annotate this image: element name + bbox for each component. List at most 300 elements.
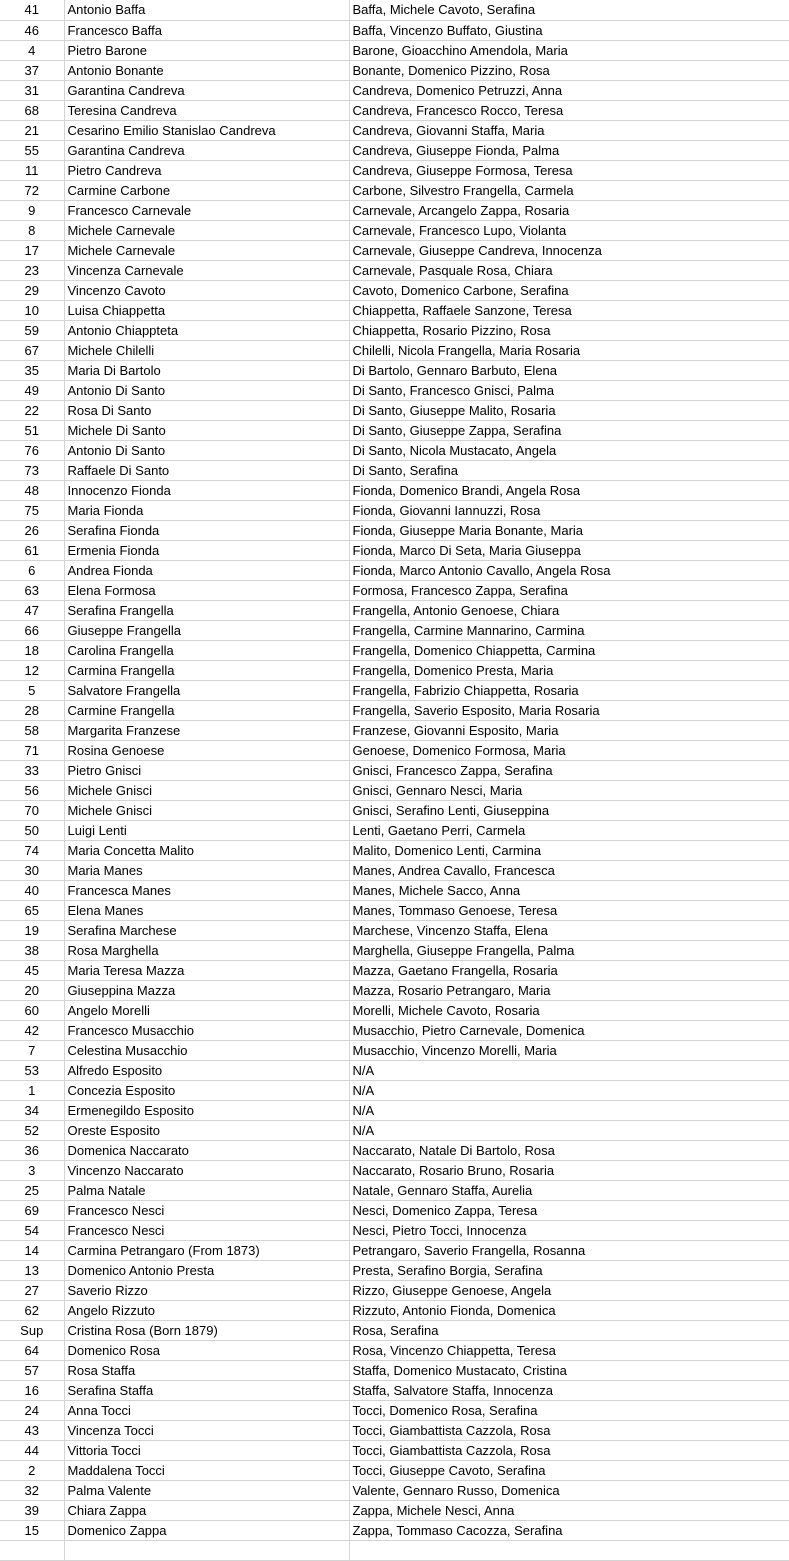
cell-parents[interactable]: Chilelli, Nicola Frangella, Maria Rosaria — [349, 340, 789, 360]
cell-number[interactable]: 48 — [0, 480, 64, 500]
cell-name[interactable]: Antonio Di Santo — [64, 380, 349, 400]
cell-name[interactable]: Francesco Carnevale — [64, 200, 349, 220]
table-row — [0, 1140, 789, 1160]
cell-number[interactable]: 11 — [0, 160, 64, 180]
cell-number[interactable]: 52 — [0, 1120, 64, 1140]
cell-name[interactable]: Serafina Staffa — [64, 1380, 349, 1400]
cell-name[interactable]: Giuseppina Mazza — [64, 980, 349, 1000]
cell-name[interactable]: Francesco Baffa — [64, 20, 349, 40]
cell-number[interactable] — [0, 1540, 64, 1560]
cell-name[interactable]: Francesco Musacchio — [64, 1020, 349, 1040]
cell-number[interactable]: 30 — [0, 860, 64, 880]
cell-number[interactable]: 69 — [0, 1200, 64, 1220]
cell-number[interactable]: 28 — [0, 700, 64, 720]
table-row — [0, 920, 789, 940]
cell-parents[interactable]: N/A — [349, 1060, 789, 1080]
cell-name[interactable]: Serafina Fionda — [64, 520, 349, 540]
cell-number[interactable]: 31 — [0, 80, 64, 100]
table-row — [0, 440, 789, 460]
cell-parents[interactable]: Di Santo, Giuseppe Zappa, Serafina — [349, 420, 789, 440]
cell-parents[interactable]: Staffa, Domenico Mustacato, Cristina — [349, 1360, 789, 1380]
cell-number[interactable]: 33 — [0, 760, 64, 780]
cell-parents[interactable]: Frangella, Saverio Esposito, Maria Rosaria — [349, 700, 789, 720]
table-row — [0, 380, 789, 400]
cell-parents[interactable]: Frangella, Fabrizio Chiappetta, Rosaria — [349, 680, 789, 700]
table-row — [0, 880, 789, 900]
table-row — [0, 560, 789, 580]
cell-number[interactable]: 60 — [0, 1000, 64, 1020]
cell-parents[interactable]: Carbone, Silvestro Frangella, Carmela — [349, 180, 789, 200]
cell-name[interactable]: Luigi Lenti — [64, 820, 349, 840]
cell-parents[interactable]: Frangella, Carmine Mannarino, Carmina — [349, 620, 789, 640]
cell-name[interactable]: Innocenzo Fionda — [64, 480, 349, 500]
table-row — [0, 20, 789, 40]
cell-name[interactable]: Carolina Frangella — [64, 640, 349, 660]
cell-number[interactable]: 73 — [0, 460, 64, 480]
table-row — [0, 1060, 789, 1080]
cell-parents[interactable] — [349, 1540, 789, 1560]
cell-number[interactable]: 16 — [0, 1380, 64, 1400]
cell-name[interactable]: Celestina Musacchio — [64, 1040, 349, 1060]
cell-parents[interactable]: N/A — [349, 1080, 789, 1100]
cell-name[interactable]: Teresina Candreva — [64, 100, 349, 120]
cell-number[interactable]: 13 — [0, 1260, 64, 1280]
cell-parents[interactable]: Zappa, Tommaso Cacozza, Serafina — [349, 1520, 789, 1540]
cell-parents[interactable]: Chiappetta, Raffaele Sanzone, Teresa — [349, 300, 789, 320]
cell-number[interactable]: 37 — [0, 60, 64, 80]
cell-parents[interactable]: Rizzo, Giuseppe Genoese, Angela — [349, 1280, 789, 1300]
cell-number[interactable]: 70 — [0, 800, 64, 820]
cell-name[interactable]: Rosa Staffa — [64, 1360, 349, 1380]
cell-name[interactable]: Cesarino Emilio Stanislao Candreva — [64, 120, 349, 140]
cell-number[interactable]: 8 — [0, 220, 64, 240]
cell-number[interactable]: 9 — [0, 200, 64, 220]
table-row — [0, 220, 789, 240]
cell-parents[interactable]: N/A — [349, 1120, 789, 1140]
cell-number[interactable]: 72 — [0, 180, 64, 200]
cell-name[interactable]: Chiara Zappa — [64, 1500, 349, 1520]
cell-number[interactable]: 15 — [0, 1520, 64, 1540]
cell-name[interactable]: Antonio Bonante — [64, 60, 349, 80]
cell-name[interactable]: Ermenegildo Esposito — [64, 1100, 349, 1120]
cell-parents[interactable]: Baffa, Michele Cavoto, Serafina — [349, 0, 789, 20]
cell-name[interactable]: Raffaele Di Santo — [64, 460, 349, 480]
cell-parents[interactable]: Rizzuto, Antonio Fionda, Domenica — [349, 1300, 789, 1320]
cell-parents[interactable]: Di Santo, Giuseppe Malito, Rosaria — [349, 400, 789, 420]
table-row — [0, 680, 789, 700]
cell-parents[interactable]: Tocci, Giambattista Cazzola, Rosa — [349, 1440, 789, 1460]
cell-number[interactable]: 12 — [0, 660, 64, 680]
cell-number[interactable]: 67 — [0, 340, 64, 360]
cell-name[interactable]: Angelo Morelli — [64, 1000, 349, 1020]
cell-parents[interactable]: Malito, Domenico Lenti, Carmina — [349, 840, 789, 860]
table-row — [0, 1260, 789, 1280]
cell-name[interactable]: Michele Chilelli — [64, 340, 349, 360]
cell-parents[interactable]: Frangella, Domenico Presta, Maria — [349, 660, 789, 680]
cell-parents[interactable]: Gnisci, Serafino Lenti, Giuseppina — [349, 800, 789, 820]
cell-parents[interactable]: Fionda, Marco Di Seta, Maria Giuseppa — [349, 540, 789, 560]
table-row — [0, 280, 789, 300]
cell-name[interactable]: Michele Gnisci — [64, 780, 349, 800]
cell-parents[interactable]: Petrangaro, Saverio Frangella, Rosanna — [349, 1240, 789, 1260]
table-row — [0, 160, 789, 180]
cell-parents[interactable]: Frangella, Domenico Chiappetta, Carmina — [349, 640, 789, 660]
cell-parents[interactable]: N/A — [349, 1100, 789, 1120]
table-row — [0, 720, 789, 740]
cell-parents[interactable]: Naccarato, Natale Di Bartolo, Rosa — [349, 1140, 789, 1160]
cell-name[interactable]: Serafina Frangella — [64, 600, 349, 620]
cell-name[interactable]: Pietro Gnisci — [64, 760, 349, 780]
table-row — [0, 1400, 789, 1420]
cell-name[interactable]: Michele Gnisci — [64, 800, 349, 820]
cell-name[interactable]: Maria Fionda — [64, 500, 349, 520]
cell-name[interactable]: Oreste Esposito — [64, 1120, 349, 1140]
table-row — [0, 740, 789, 760]
cell-parents[interactable]: Baffa, Vincenzo Buffato, Giustina — [349, 20, 789, 40]
cell-name[interactable]: Antonio Baffa — [64, 0, 349, 20]
cell-number[interactable]: 42 — [0, 1020, 64, 1040]
cell-number[interactable]: 5 — [0, 680, 64, 700]
cell-number[interactable]: 44 — [0, 1440, 64, 1460]
table-row — [0, 1380, 789, 1400]
cell-name[interactable]: Garantina Candreva — [64, 140, 349, 160]
cell-parents[interactable]: Frangella, Antonio Genoese, Chiara — [349, 600, 789, 620]
cell-name[interactable]: Domenica Naccarato — [64, 1140, 349, 1160]
cell-name[interactable]: Margarita Franzese — [64, 720, 349, 740]
table-row — [0, 1200, 789, 1220]
table-row — [0, 1280, 789, 1300]
cell-parents[interactable]: Rosa, Serafina — [349, 1320, 789, 1340]
cell-parents[interactable]: Tocci, Giuseppe Cavoto, Serafina — [349, 1460, 789, 1480]
cell-name[interactable]: Garantina Candreva — [64, 80, 349, 100]
table-row — [0, 1440, 789, 1460]
cell-number[interactable]: 46 — [0, 20, 64, 40]
cell-name[interactable]: Vittoria Tocci — [64, 1440, 349, 1460]
cell-number[interactable]: 17 — [0, 240, 64, 260]
table-row — [0, 580, 789, 600]
cell-name[interactable]: Giuseppe Frangella — [64, 620, 349, 640]
table-row — [0, 900, 789, 920]
cell-number[interactable]: 36 — [0, 1140, 64, 1160]
cell-parents[interactable]: Cavoto, Domenico Carbone, Serafina — [349, 280, 789, 300]
cell-name[interactable]: Saverio Rizzo — [64, 1280, 349, 1300]
table-row — [0, 840, 789, 860]
table-row — [0, 300, 789, 320]
cell-parents[interactable]: Fionda, Giuseppe Maria Bonante, Maria — [349, 520, 789, 540]
cell-parents[interactable]: Marghella, Giuseppe Frangella, Palma — [349, 940, 789, 960]
cell-number[interactable]: 45 — [0, 960, 64, 980]
cell-name[interactable] — [64, 1540, 349, 1560]
cell-parents[interactable]: Gnisci, Gennaro Nesci, Maria — [349, 780, 789, 800]
table-row — [0, 1040, 789, 1060]
cell-parents[interactable]: Formosa, Francesco Zappa, Serafina — [349, 580, 789, 600]
cell-name[interactable]: Elena Formosa — [64, 580, 349, 600]
table-row — [0, 1000, 789, 1020]
table-row — [0, 1320, 789, 1340]
cell-parents[interactable]: Gnisci, Francesco Zappa, Serafina — [349, 760, 789, 780]
cell-parents[interactable]: Candreva, Giuseppe Fionda, Palma — [349, 140, 789, 160]
table-row — [0, 40, 789, 60]
table-row — [0, 1460, 789, 1480]
cell-number[interactable]: 65 — [0, 900, 64, 920]
cell-parents[interactable]: Carnevale, Giuseppe Candreva, Innocenza — [349, 240, 789, 260]
table-row — [0, 320, 789, 340]
cell-number[interactable]: 27 — [0, 1280, 64, 1300]
table-row — [0, 420, 789, 440]
cell-parents[interactable]: Bonante, Domenico Pizzino, Rosa — [349, 60, 789, 80]
cell-number[interactable]: 32 — [0, 1480, 64, 1500]
cell-number[interactable]: 39 — [0, 1500, 64, 1520]
table-row — [0, 640, 789, 660]
cell-parents[interactable]: Di Santo, Serafina — [349, 460, 789, 480]
table-row — [0, 180, 789, 200]
table-row — [0, 700, 789, 720]
cell-number[interactable]: 7 — [0, 1040, 64, 1060]
cell-name[interactable]: Rosina Genoese — [64, 740, 349, 760]
cell-name[interactable]: Vincenza Carnevale — [64, 260, 349, 280]
table-row — [0, 260, 789, 280]
cell-name[interactable]: Francesco Nesci — [64, 1220, 349, 1240]
table-row — [0, 80, 789, 100]
cell-number[interactable]: 53 — [0, 1060, 64, 1080]
table-row — [0, 1180, 789, 1200]
table-row — [0, 1540, 789, 1560]
table-row — [0, 1360, 789, 1380]
cell-number[interactable]: 75 — [0, 500, 64, 520]
cell-number[interactable]: 1 — [0, 1080, 64, 1100]
cell-number[interactable]: 22 — [0, 400, 64, 420]
cell-number[interactable]: 24 — [0, 1400, 64, 1420]
cell-number[interactable]: 47 — [0, 600, 64, 620]
cell-parents[interactable]: Candreva, Francesco Rocco, Teresa — [349, 100, 789, 120]
cell-number[interactable]: 56 — [0, 780, 64, 800]
cell-name[interactable]: Michele Carnevale — [64, 240, 349, 260]
table-row — [0, 240, 789, 260]
cell-number[interactable]: 4 — [0, 40, 64, 60]
cell-number[interactable]: 2 — [0, 1460, 64, 1480]
cell-name[interactable]: Cristina Rosa (Born 1879) — [64, 1320, 349, 1340]
cell-number[interactable]: 35 — [0, 360, 64, 380]
table-row — [0, 620, 789, 640]
cell-name[interactable]: Maria Manes — [64, 860, 349, 880]
cell-name[interactable]: Elena Manes — [64, 900, 349, 920]
cell-parents[interactable]: Morelli, Michele Cavoto, Rosaria — [349, 1000, 789, 1020]
table-row — [0, 1240, 789, 1260]
table-row — [0, 1160, 789, 1180]
cell-number[interactable]: 66 — [0, 620, 64, 640]
cell-name[interactable]: Ermenia Fionda — [64, 540, 349, 560]
cell-number[interactable]: 74 — [0, 840, 64, 860]
table-row — [0, 1340, 789, 1360]
cell-name[interactable]: Alfredo Esposito — [64, 1060, 349, 1080]
table-row — [0, 1220, 789, 1240]
table-row — [0, 140, 789, 160]
cell-number[interactable]: 10 — [0, 300, 64, 320]
table-row — [0, 500, 789, 520]
cell-number[interactable]: 38 — [0, 940, 64, 960]
table-row — [0, 860, 789, 880]
cell-number[interactable]: 57 — [0, 1360, 64, 1380]
cell-name[interactable]: Rosa Di Santo — [64, 400, 349, 420]
cell-number[interactable]: 58 — [0, 720, 64, 740]
cell-number[interactable]: 64 — [0, 1340, 64, 1360]
cell-number[interactable]: 43 — [0, 1420, 64, 1440]
cell-parents[interactable]: Barone, Gioacchino Amendola, Maria — [349, 40, 789, 60]
table-row — [0, 480, 789, 500]
cell-name[interactable]: Vincenzo Naccarato — [64, 1160, 349, 1180]
cell-number[interactable]: 34 — [0, 1100, 64, 1120]
cell-number[interactable]: 62 — [0, 1300, 64, 1320]
table-row — [0, 660, 789, 680]
table-row — [0, 340, 789, 360]
cell-number[interactable]: 71 — [0, 740, 64, 760]
cell-parents[interactable]: Carnevale, Pasquale Rosa, Chiara — [349, 260, 789, 280]
cell-parents[interactable]: Musacchio, Pietro Carnevale, Domenica — [349, 1020, 789, 1040]
cell-name[interactable]: Angelo Rizzuto — [64, 1300, 349, 1320]
table-row — [0, 600, 789, 620]
cell-name[interactable]: Rosa Marghella — [64, 940, 349, 960]
cell-name[interactable]: Antonio Di Santo — [64, 440, 349, 460]
cell-parents[interactable]: Natale, Gennaro Staffa, Aurelia — [349, 1180, 789, 1200]
table-row — [0, 1120, 789, 1140]
cell-parents[interactable]: Mazza, Gaetano Frangella, Rosaria — [349, 960, 789, 980]
cell-number[interactable]: 68 — [0, 100, 64, 120]
cell-number[interactable]: 59 — [0, 320, 64, 340]
cell-number[interactable]: 61 — [0, 540, 64, 560]
cell-name[interactable]: Pietro Barone — [64, 40, 349, 60]
cell-parents[interactable]: Staffa, Salvatore Staffa, Innocenza — [349, 1380, 789, 1400]
cell-parents[interactable]: Tocci, Domenico Rosa, Serafina — [349, 1400, 789, 1420]
cell-number[interactable]: 54 — [0, 1220, 64, 1240]
cell-name[interactable]: Carmine Carbone — [64, 180, 349, 200]
table-row — [0, 120, 789, 140]
table-row — [0, 400, 789, 420]
cell-parents[interactable]: Manes, Tommaso Genoese, Teresa — [349, 900, 789, 920]
cell-name[interactable]: Domenico Antonio Presta — [64, 1260, 349, 1280]
cell-number[interactable]: 41 — [0, 0, 64, 20]
cell-name[interactable]: Francesco Nesci — [64, 1200, 349, 1220]
cell-parents[interactable]: Rosa, Vincenzo Chiappetta, Teresa — [349, 1340, 789, 1360]
cell-name[interactable]: Serafina Marchese — [64, 920, 349, 940]
cell-name[interactable]: Salvatore Frangella — [64, 680, 349, 700]
cell-parents[interactable]: Di Bartolo, Gennaro Barbuto, Elena — [349, 360, 789, 380]
table-row — [0, 200, 789, 220]
cell-parents[interactable]: Nesci, Pietro Tocci, Innocenza — [349, 1220, 789, 1240]
table-row — [0, 1500, 789, 1520]
cell-parents[interactable]: Candreva, Domenico Petruzzi, Anna — [349, 80, 789, 100]
cell-number[interactable]: Sup — [0, 1320, 64, 1340]
cell-number[interactable]: 14 — [0, 1240, 64, 1260]
cell-number[interactable]: 21 — [0, 120, 64, 140]
cell-parents[interactable]: Candreva, Giuseppe Formosa, Teresa — [349, 160, 789, 180]
cell-number[interactable]: 55 — [0, 140, 64, 160]
cell-name[interactable]: Carmine Frangella — [64, 700, 349, 720]
table-row — [0, 360, 789, 380]
cell-number[interactable]: 23 — [0, 260, 64, 280]
cell-parents[interactable]: Candreva, Giovanni Staffa, Maria — [349, 120, 789, 140]
cell-number[interactable]: 51 — [0, 420, 64, 440]
cell-name[interactable]: Luisa Chiappetta — [64, 300, 349, 320]
cell-number[interactable]: 6 — [0, 560, 64, 580]
cell-name[interactable]: Palma Natale — [64, 1180, 349, 1200]
cell-parents[interactable]: Presta, Serafino Borgia, Serafina — [349, 1260, 789, 1280]
cell-name[interactable]: Maria Concetta Malito — [64, 840, 349, 860]
cell-number[interactable]: 3 — [0, 1160, 64, 1180]
cell-parents[interactable]: Fionda, Domenico Brandi, Angela Rosa — [349, 480, 789, 500]
cell-parents[interactable]: Zappa, Michele Nesci, Anna — [349, 1500, 789, 1520]
cell-name[interactable]: Concezia Esposito — [64, 1080, 349, 1100]
cell-parents[interactable]: Franzese, Giovanni Esposito, Maria — [349, 720, 789, 740]
cell-name[interactable]: Maddalena Tocci — [64, 1460, 349, 1480]
cell-parents[interactable]: Manes, Andrea Cavallo, Francesca — [349, 860, 789, 880]
cell-name[interactable]: Francesca Manes — [64, 880, 349, 900]
cell-number[interactable]: 18 — [0, 640, 64, 660]
table-row — [0, 780, 789, 800]
cell-number[interactable]: 19 — [0, 920, 64, 940]
cell-name[interactable]: Andrea Fionda — [64, 560, 349, 580]
cell-parents[interactable]: Carnevale, Arcangelo Zappa, Rosaria — [349, 200, 789, 220]
cell-parents[interactable]: Nesci, Domenico Zappa, Teresa — [349, 1200, 789, 1220]
cell-number[interactable]: 20 — [0, 980, 64, 1000]
cell-name[interactable]: Carmina Petrangaro (From 1873) — [64, 1240, 349, 1260]
cell-name[interactable]: Maria Di Bartolo — [64, 360, 349, 380]
cell-name[interactable]: Pietro Candreva — [64, 160, 349, 180]
cell-parents[interactable]: Mazza, Rosario Petrangaro, Maria — [349, 980, 789, 1000]
cell-parents[interactable]: Carnevale, Francesco Lupo, Violanta — [349, 220, 789, 240]
cell-number[interactable]: 25 — [0, 1180, 64, 1200]
table-row — [0, 60, 789, 80]
cell-name[interactable]: Carmina Frangella — [64, 660, 349, 680]
cell-number[interactable]: 76 — [0, 440, 64, 460]
cell-name[interactable]: Vincenza Tocci — [64, 1420, 349, 1440]
table-row — [0, 980, 789, 1000]
table-row — [0, 1480, 789, 1500]
cell-parents[interactable]: Fionda, Marco Antonio Cavallo, Angela Rosa — [349, 560, 789, 580]
cell-parents[interactable]: Manes, Michele Sacco, Anna — [349, 880, 789, 900]
cell-name[interactable]: Domenico Zappa — [64, 1520, 349, 1540]
cell-parents[interactable]: Tocci, Giambattista Cazzola, Rosa — [349, 1420, 789, 1440]
cell-number[interactable]: 26 — [0, 520, 64, 540]
cell-number[interactable]: 63 — [0, 580, 64, 600]
cell-number[interactable]: 29 — [0, 280, 64, 300]
cell-parents[interactable]: Lenti, Gaetano Perri, Carmela — [349, 820, 789, 840]
cell-parents[interactable]: Di Santo, Nicola Mustacato, Angela — [349, 440, 789, 460]
cell-number[interactable]: 49 — [0, 380, 64, 400]
table-row — [0, 0, 789, 20]
cell-name[interactable]: Antonio Chiappteta — [64, 320, 349, 340]
cell-name[interactable]: Michele Di Santo — [64, 420, 349, 440]
cell-parents[interactable]: Valente, Gennaro Russo, Domenica — [349, 1480, 789, 1500]
table-row — [0, 1020, 789, 1040]
cell-name[interactable]: Palma Valente — [64, 1480, 349, 1500]
cell-parents[interactable]: Di Santo, Francesco Gnisci, Palma — [349, 380, 789, 400]
cell-name[interactable]: Michele Carnevale — [64, 220, 349, 240]
cell-parents[interactable]: Fionda, Giovanni Iannuzzi, Rosa — [349, 500, 789, 520]
cell-parents[interactable]: Genoese, Domenico Formosa, Maria — [349, 740, 789, 760]
cell-parents[interactable]: Chiappetta, Rosario Pizzino, Rosa — [349, 320, 789, 340]
cell-name[interactable]: Anna Tocci — [64, 1400, 349, 1420]
cell-parents[interactable]: Marchese, Vincenzo Staffa, Elena — [349, 920, 789, 940]
table-row — [0, 1080, 789, 1100]
table-row — [0, 800, 789, 820]
cell-name[interactable]: Domenico Rosa — [64, 1340, 349, 1360]
cell-number[interactable]: 40 — [0, 880, 64, 900]
cell-number[interactable]: 50 — [0, 820, 64, 840]
cell-parents[interactable]: Naccarato, Rosario Bruno, Rosaria — [349, 1160, 789, 1180]
cell-name[interactable]: Maria Teresa Mazza — [64, 960, 349, 980]
cell-name[interactable]: Vincenzo Cavoto — [64, 280, 349, 300]
cell-parents[interactable]: Musacchio, Vincenzo Morelli, Maria — [349, 1040, 789, 1060]
